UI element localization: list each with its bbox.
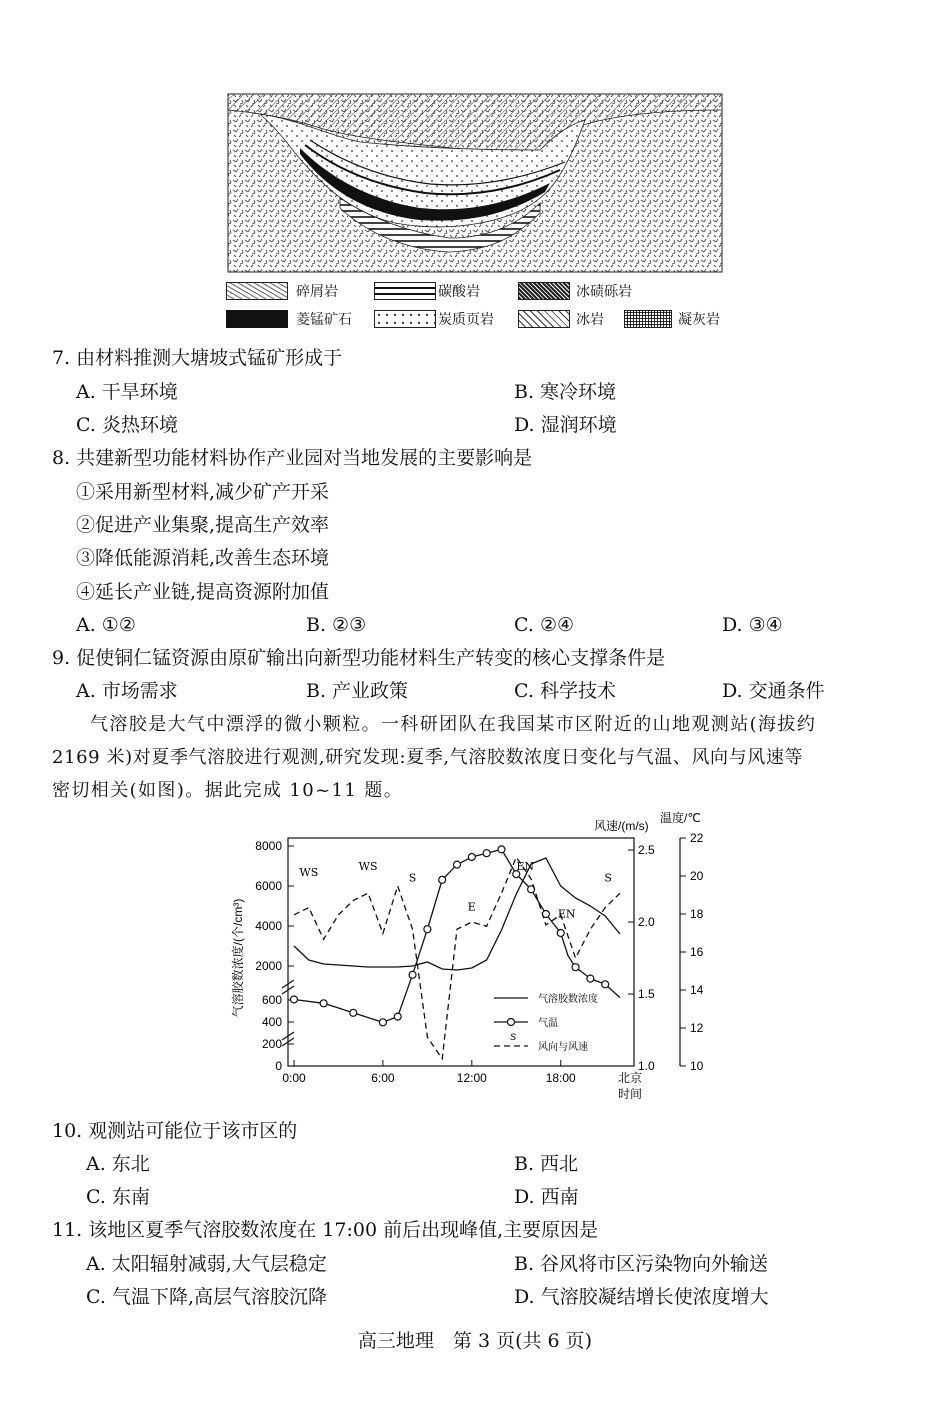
q9-stem: 9. 促使铜仁锰资源由原矿输出向新型功能材料生产转变的核心支撑条件是 bbox=[52, 647, 666, 669]
temperature-point bbox=[468, 854, 475, 861]
temperature-point bbox=[587, 975, 594, 982]
y-right2-tick-label: 20 bbox=[690, 869, 704, 883]
y-left-tick-label: 4000 bbox=[255, 919, 282, 933]
legend-label-ice: 冰岩 bbox=[576, 312, 604, 328]
x-label-part2: 时间 bbox=[618, 1087, 643, 1101]
passage-line-1: 气溶胶是大气中漂浮的微小颗粒。一科研团队在我国某市区附近的山地观测站(海拔约 bbox=[90, 714, 817, 735]
temperature-point bbox=[320, 1000, 327, 1007]
q8-option-b[interactable]: B. ②③ bbox=[306, 614, 367, 636]
passage-line-2: 2169 米)对夏季气溶胶进行观测,研究发现:夏季,气溶胶数浓度日变化与气温、风向与风速等 bbox=[52, 747, 804, 768]
q11-stem: 11. 该地区夏季气溶胶数浓度在 17:00 前后出现峰值,主要原因是 bbox=[52, 1219, 599, 1241]
passage-line-3: 密切相关(如图)。据此完成 10~11 题。 bbox=[52, 780, 404, 801]
y-right1-label: 风速/(m/s) bbox=[594, 819, 649, 833]
temperature-point bbox=[291, 996, 298, 1003]
legend-label-shale: 炭质页岩 bbox=[438, 312, 494, 328]
q11-option-c[interactable]: C. 气温下降,高层气溶胶沉降 bbox=[86, 1286, 327, 1308]
legend-label-tillite: 冰碛砾岩 bbox=[576, 284, 632, 300]
q8-option-c[interactable]: C. ②④ bbox=[514, 614, 575, 636]
y-left-tick-label: 8000 bbox=[255, 839, 282, 853]
y-right2-tick-label: 12 bbox=[690, 1021, 704, 1035]
q8-statement-4: ④延长产业链,提高资源附加值 bbox=[76, 581, 330, 603]
legend-swatch-clastic bbox=[226, 282, 288, 300]
y-left-tick-label: 200 bbox=[261, 1037, 282, 1051]
page-footer: 高三地理 第 3 页(共 6 页) bbox=[357, 1330, 593, 1352]
wind-direction-label: S bbox=[604, 871, 612, 885]
legend-temperature: 气温 bbox=[538, 1018, 558, 1029]
temperature-point bbox=[557, 930, 564, 937]
y-right1-tick-label: 1.5 bbox=[638, 987, 655, 1001]
temperature-point bbox=[424, 926, 431, 933]
temperature-point bbox=[572, 964, 579, 971]
wind-direction-label: WS bbox=[358, 860, 378, 874]
legend-swatch-ice bbox=[518, 310, 570, 328]
temperature-point bbox=[394, 1013, 401, 1020]
q8-option-a[interactable]: A. ①② bbox=[76, 614, 136, 636]
q9-option-d[interactable]: D. 交通条件 bbox=[722, 680, 825, 702]
y-right2-tick-label: 14 bbox=[690, 983, 704, 997]
q7-option-b[interactable]: B. 寒冷环境 bbox=[514, 381, 617, 403]
wind-direction-label: EN bbox=[516, 860, 534, 874]
temperature-point bbox=[350, 1009, 357, 1016]
legend-swatch-shale bbox=[374, 310, 436, 328]
q11-option-b[interactable]: B. 谷风将市区污染物向外输送 bbox=[514, 1253, 769, 1275]
geology-legend bbox=[226, 282, 726, 336]
y-right2-tick-label: 18 bbox=[690, 907, 704, 921]
legend-wind-s-marker: S bbox=[510, 1032, 517, 1042]
y-right2-tick-label: 22 bbox=[690, 831, 704, 845]
legend-swatch-ore bbox=[226, 310, 288, 328]
x-tick-label: 0:00 bbox=[282, 1071, 306, 1085]
legend-wind: 风向与风速 bbox=[538, 1042, 588, 1053]
temperature-point bbox=[409, 971, 416, 978]
legend-swatch-tuff bbox=[624, 310, 672, 328]
q11-option-d[interactable]: D. 气溶胶凝结增长使浓度增大 bbox=[514, 1286, 769, 1308]
q7-stem: 7. 由材料推测大塘坡式锰矿形成于 bbox=[52, 347, 343, 369]
q8-statement-3: ③降低能源消耗,改善生态环境 bbox=[76, 547, 330, 569]
q8-statement-1: ①采用新型材料,减少矿产开采 bbox=[76, 481, 330, 503]
x-tick-label: 12:00 bbox=[456, 1071, 487, 1085]
aerosol-chart bbox=[224, 808, 730, 1108]
legend-label-tuff: 凝灰岩 bbox=[678, 312, 720, 328]
wind-direction-label: EN bbox=[557, 907, 576, 921]
temperature-point bbox=[379, 1019, 386, 1026]
q10-option-b[interactable]: B. 西北 bbox=[514, 1153, 579, 1175]
legend-swatch-carbonate bbox=[374, 282, 436, 300]
wind-direction-label: E bbox=[467, 900, 476, 914]
legend-label-carbonate: 碳酸岩 bbox=[438, 284, 480, 300]
y-left-tick-label: 6000 bbox=[255, 879, 282, 893]
x-tick-label: 6:00 bbox=[371, 1071, 395, 1085]
y-left-tick-label: 2000 bbox=[255, 959, 282, 973]
legend-label-clastic: 碎屑岩 bbox=[296, 284, 338, 300]
y-right2-label: 温度/℃ bbox=[660, 811, 701, 825]
legend-swatch-tillite bbox=[518, 282, 570, 300]
y-right2-tick-label: 16 bbox=[690, 945, 704, 959]
q10-option-c[interactable]: C. 东南 bbox=[86, 1186, 150, 1208]
q7-option-c[interactable]: C. 炎热环境 bbox=[76, 414, 178, 436]
legend-label-ore: 菱锰矿石 bbox=[296, 312, 352, 328]
y-right2-tick-label: 10 bbox=[690, 1059, 704, 1073]
y-right1-tick-label: 1.0 bbox=[638, 1059, 655, 1073]
q11-option-a[interactable]: A. 太阳辐射减弱,大气层稳定 bbox=[86, 1253, 327, 1275]
legend-marker-temperature bbox=[508, 1019, 515, 1026]
q10-stem: 10. 观测站可能位于该市区的 bbox=[52, 1120, 298, 1142]
temperature-point bbox=[483, 850, 490, 857]
temperature-point bbox=[602, 981, 609, 988]
q10-option-d[interactable]: D. 西南 bbox=[514, 1186, 579, 1208]
y-right1-tick-label: 2.5 bbox=[638, 843, 655, 857]
x-label-part1: 北京 bbox=[618, 1071, 643, 1085]
x-tick-label: 18:00 bbox=[545, 1071, 576, 1085]
temperature-point bbox=[454, 861, 461, 868]
q9-option-b[interactable]: B. 产业政策 bbox=[306, 680, 409, 702]
q9-option-a[interactable]: A. 市场需求 bbox=[76, 680, 178, 702]
q10-option-a[interactable]: A. 东北 bbox=[86, 1153, 150, 1175]
y-right1-tick-label: 2.0 bbox=[638, 915, 655, 929]
y-left-label: 气溶胶数浓度/(个/cm³) bbox=[231, 898, 245, 1018]
q8-statement-2: ②促进产业集聚,提高生产效率 bbox=[76, 514, 330, 536]
y-left-tick-label: 600 bbox=[261, 993, 282, 1007]
q7-option-a[interactable]: A. 干旱环境 bbox=[76, 381, 178, 403]
q9-option-c[interactable]: C. 科学技术 bbox=[514, 680, 616, 702]
q7-option-d[interactable]: D. 湿润环境 bbox=[514, 414, 617, 436]
wind-direction-label: WS bbox=[299, 865, 319, 879]
wind-direction-label: S bbox=[408, 871, 417, 885]
q8-option-d[interactable]: D. ③④ bbox=[722, 614, 783, 636]
temperature-point bbox=[498, 846, 505, 853]
aerosol-chart-svg bbox=[224, 808, 730, 1108]
y-left-tick-label: 0 bbox=[275, 1059, 282, 1073]
q8-stem: 8. 共建新型功能材料协作产业园对当地发展的主要影响是 bbox=[52, 447, 533, 469]
y-left-tick-label: 400 bbox=[261, 1015, 282, 1029]
legend-aerosol: 气溶胶数浓度 bbox=[538, 994, 598, 1005]
temperature-point bbox=[439, 876, 446, 883]
